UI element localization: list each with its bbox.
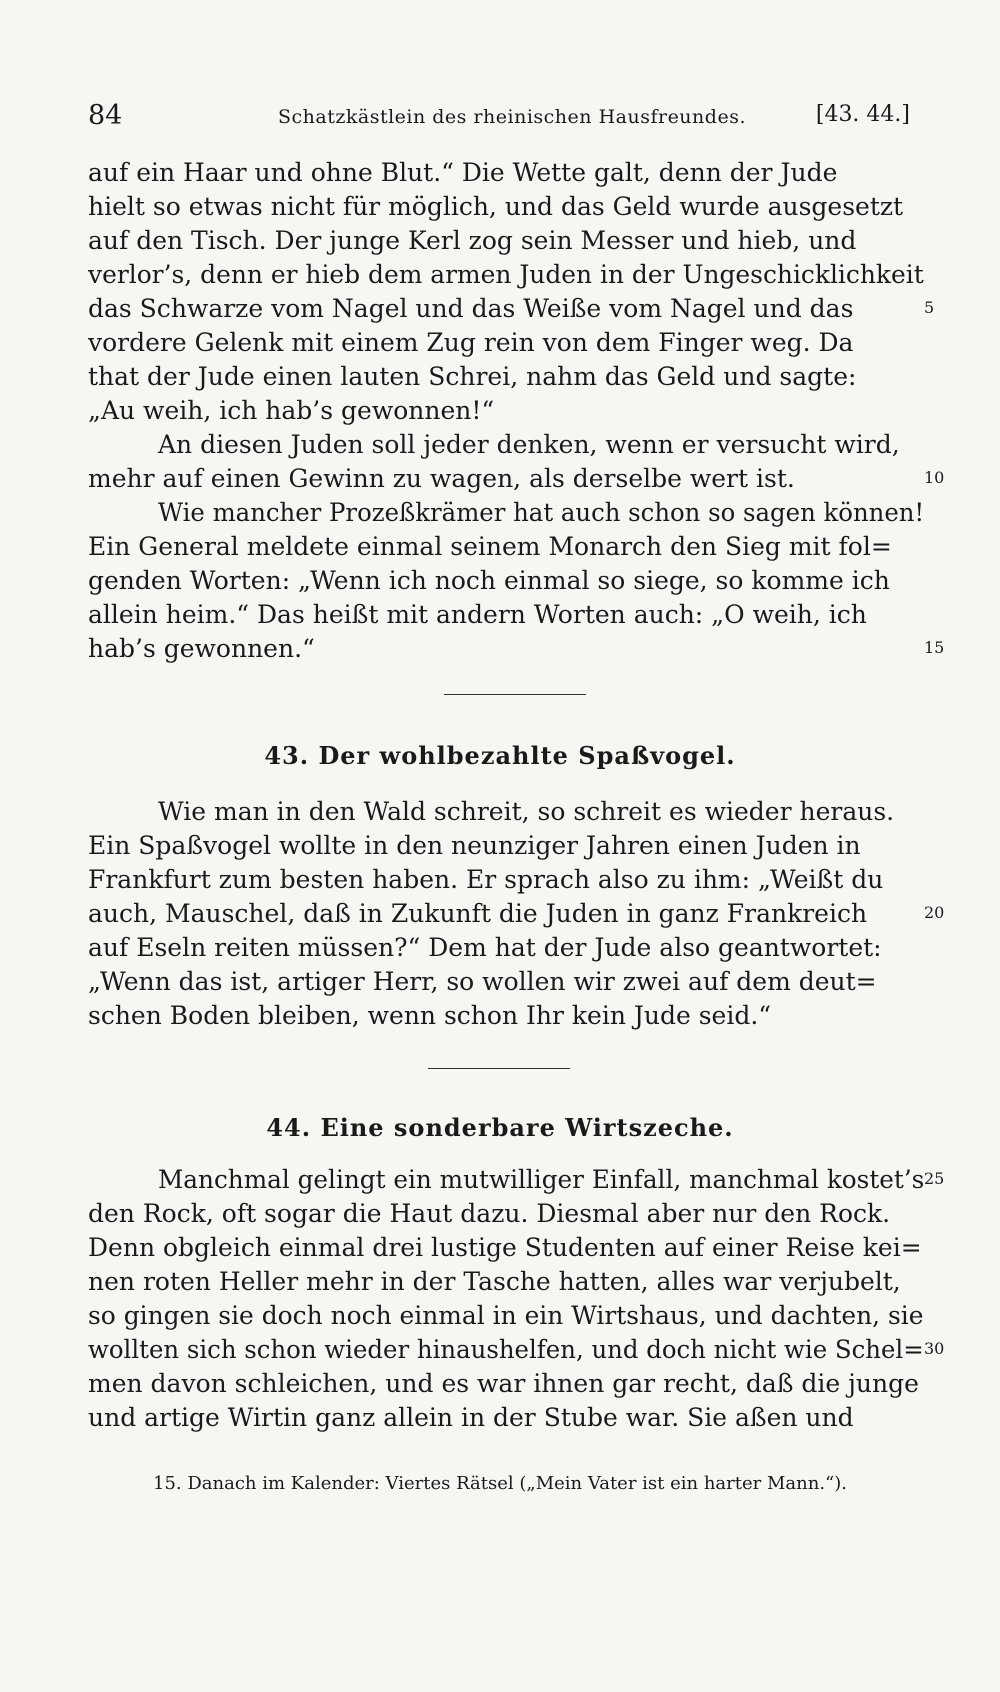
text-line: allein heim.“ Das heißt mit andern Worten auch: „O weih, ich <box>88 600 867 629</box>
text-line: den Rock, oft sogar die Haut dazu. Diesmal aber nur den Rock. <box>88 1199 891 1228</box>
text-line: Ein General meldete einmal seinem Monarch den Sieg mit fol= <box>88 532 892 561</box>
text-line: hielt so etwas nicht für möglich, und das Geld wurde ausgesetzt <box>88 192 904 221</box>
text-line: „Wenn das ist, artiger Herr, so wollen wir zwei auf dem deut= <box>88 967 877 996</box>
section-reference: [43. 44.] <box>815 102 910 127</box>
text-line: An diesen Juden soll jeder denken, wenn er versucht wird, <box>158 430 900 459</box>
text-line: das Schwarze vom Nagel und das Weiße vom Nagel und das 5 <box>88 294 935 323</box>
text-line: nen roten Heller mehr in der Tasche hatten, alles war verjubelt, <box>88 1267 901 1296</box>
text-line: so gingen sie doch noch einmal in ein Wirtshaus, und dachten, sie <box>88 1301 924 1330</box>
section-divider <box>428 1068 570 1069</box>
text-line: wollten sich schon wieder hinaushelfen, und doch nicht wie Schel= 30 <box>88 1335 945 1364</box>
text-line: Ein Spaßvogel wollte in den neunziger Jahren einen Juden in <box>88 831 861 860</box>
text-line: genden Worten: „Wenn ich noch einmal so siege, so komme ich <box>88 566 890 595</box>
text-line: verlor’s, denn er hieb dem armen Juden in der Ungeschicklichkeit <box>88 260 924 289</box>
section-divider <box>444 694 586 695</box>
line-number: 10 <box>924 468 945 487</box>
page-number: 84 <box>88 100 123 131</box>
text-line: that der Jude einen lauten Schrei, nahm das Geld und sagte: <box>88 362 857 391</box>
text-line: Denn obgleich einmal drei lustige Studenten auf einer Reise kei= <box>88 1233 922 1262</box>
text-line: auch, Mauschel, daß in Zukunft die Juden in ganz Frankreich 20 <box>88 899 945 928</box>
section-heading-44: 44. Eine sonderbare Wirtszeche. <box>266 1113 734 1142</box>
text-line: Wie man in den Wald schreit, so schreit es wieder heraus. <box>158 797 895 826</box>
text-line: Manchmal gelingt ein mutwilliger Einfall, manchmal kostet’s 25 <box>158 1165 945 1194</box>
text-line: auf den Tisch. Der junge Kerl zog sein Messer und hieb, und <box>88 226 857 255</box>
text-line: men davon schleichen, und es war ihnen gar recht, daß die junge <box>88 1369 919 1398</box>
section-heading-43: 43. Der wohlbezahlte Spaßvogel. <box>264 741 736 770</box>
line-number: 5 <box>924 298 935 317</box>
line-number: 30 <box>924 1339 945 1358</box>
running-title: Schatzkästlein des rheinischen Hausfreundes. <box>278 106 746 128</box>
text-line: „Au weih, ich hab’s gewonnen!“ <box>88 396 495 425</box>
text-line: Wie mancher Prozeßkrämer hat auch schon so sagen können! <box>158 498 925 527</box>
text-line: Frankfurt zum besten haben. Er sprach also zu ihm: „Weißt du <box>88 865 884 894</box>
text-line: auf Eseln reiten müssen?“ Dem hat der Jude also geantwortet: <box>88 933 882 962</box>
line-number: 20 <box>924 903 945 922</box>
text-line: schen Boden bleiben, wenn schon Ihr kein Jude seid.“ <box>88 1001 772 1030</box>
text-line: hab’s gewonnen.“ 15 <box>88 634 945 663</box>
text-line: und artige Wirtin ganz allein in der Stube war. Sie aßen und <box>88 1403 854 1432</box>
text-line: vordere Gelenk mit einem Zug rein von dem Finger weg. Da <box>88 328 854 357</box>
footnote: 15. Danach im Kalender: Viertes Rätsel („Mein Vater ist ein harter Mann.“). <box>153 1473 847 1494</box>
running-head <box>88 100 910 140</box>
line-number: 25 <box>924 1169 945 1188</box>
text-line: mehr auf einen Gewinn zu wagen, als derselbe wert ist. 10 <box>88 464 945 493</box>
text-line: auf ein Haar und ohne Blut.“ Die Wette galt, denn der Jude <box>88 158 838 187</box>
line-number: 15 <box>924 638 945 657</box>
